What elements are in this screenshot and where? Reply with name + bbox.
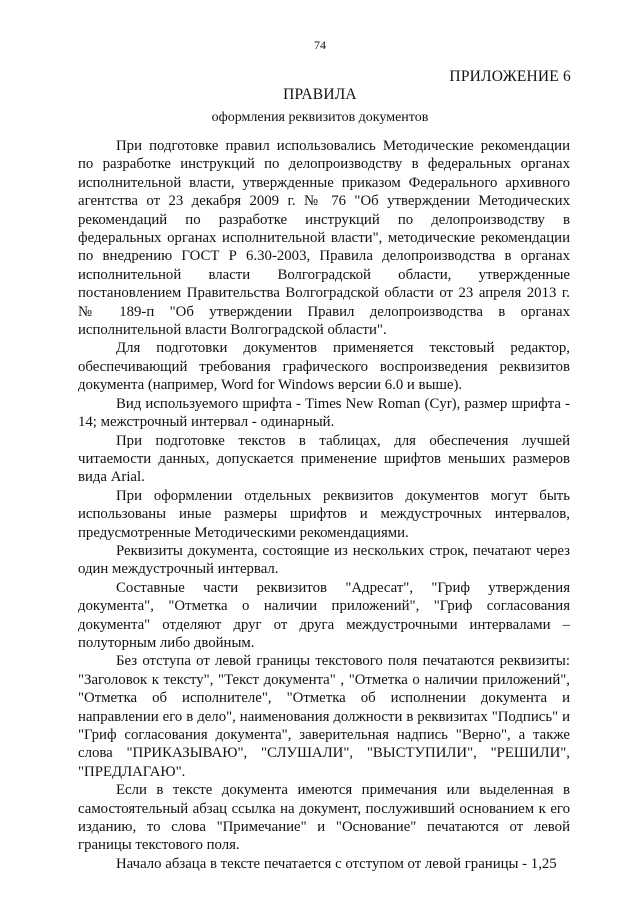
paragraph-tables: При подготовке текстов в таблицах, для обеспечения лучшей читаемости данных, допускается применение шрифтов меньших размеров вида Arial. — [78, 432, 570, 486]
paragraph-other-sizes: При оформлении отдельных реквизитов документов могут быть использованы иные размеры шрифтов и междустрочных интервалов, предусмотренные Методическими рекомендациями. — [78, 487, 570, 541]
document-body — [78, 137, 570, 873]
paragraph-notes: Если в тексте документа имеются примечания или выделенная в самостоятельный абзац ссылка на документ, послуживший основанием к его изданию, то слова "Примечание" и "Основание" печатаются от левой границы текстового поля. — [78, 782, 570, 854]
paragraph-multiline-requisites: Реквизиты документа, состоящие из нескольких строк, печатают через один междустрочный интервал. — [78, 542, 570, 578]
document-subtitle: оформления реквизитов документов — [211, 110, 429, 125]
paragraph-font: Вид используемого шрифта - Times New Roman (Cyr), размер шрифта - 14; межстрочный интервал - одинарный. — [78, 395, 570, 431]
page-number: 74 — [314, 38, 326, 52]
paragraph-no-indent: Без отступа от левой границы текстового поля печатаются реквизиты: "Заголовок к тексту", "Текст документа" , "Отметка о наличии приложений", "Отметка об исполнителе", "Отметка об исполнении документа и направлении его в дело", наименования должности в реквизитах "Подпись" и "Гриф согласования документа", заверительная надпись "Верно", а также слова "ПРИКАЗЫВАЮ", "СЛУШАЛИ", "ВЫСТУПИЛИ", "РЕШИЛИ", "ПРЕДЛАГАЮ". — [78, 653, 570, 780]
document-title: ПРАВИЛА — [283, 86, 357, 103]
appendix-label: ПРИЛОЖЕНИЕ 6 — [449, 68, 571, 85]
paragraph-sources: При подготовке правил использовались Методические рекомендации по разработке инструкций по делопроизводству в федеральных органах исполнительной власти, утвержденные приказом Федерального архивного агентства от 23 декабря 2009 г. № 76 "Об утверждении Методических рекомендаций по разработке инструкций по делопроизводству в федеральных органах исполнительной власти", методические рекомендации по внедрению ГОСТ Р 6.30-2003, Правила делопроизводства в органах исполнительной власти Волгоградской области, утвержденные постановлением Правительства Волгоградской области от 23 апреля 2013 г. № 189-п "Об утверждении Правил делопроизводства в органах исполнительной власти Волгоградской области". — [78, 138, 570, 339]
paragraph-text-editor: Для подготовки документов применяется текстовый редактор, обеспечивающий требования графического воспроизведения реквизитов документа (например, Word for Windows версии 6.0 и выше). — [78, 340, 570, 394]
paragraph-component-parts: Составные части реквизитов "Адресат", "Гриф утверждения документа", "Отметка о наличии приложений", "Гриф согласования документа" отделяют друг от друга междустрочными интервалами – полуторным либо двойным. — [78, 579, 570, 651]
paragraph-indent-start: Начало абзаца в тексте печатается с отступом от левой границы - 1,25 — [116, 855, 557, 872]
